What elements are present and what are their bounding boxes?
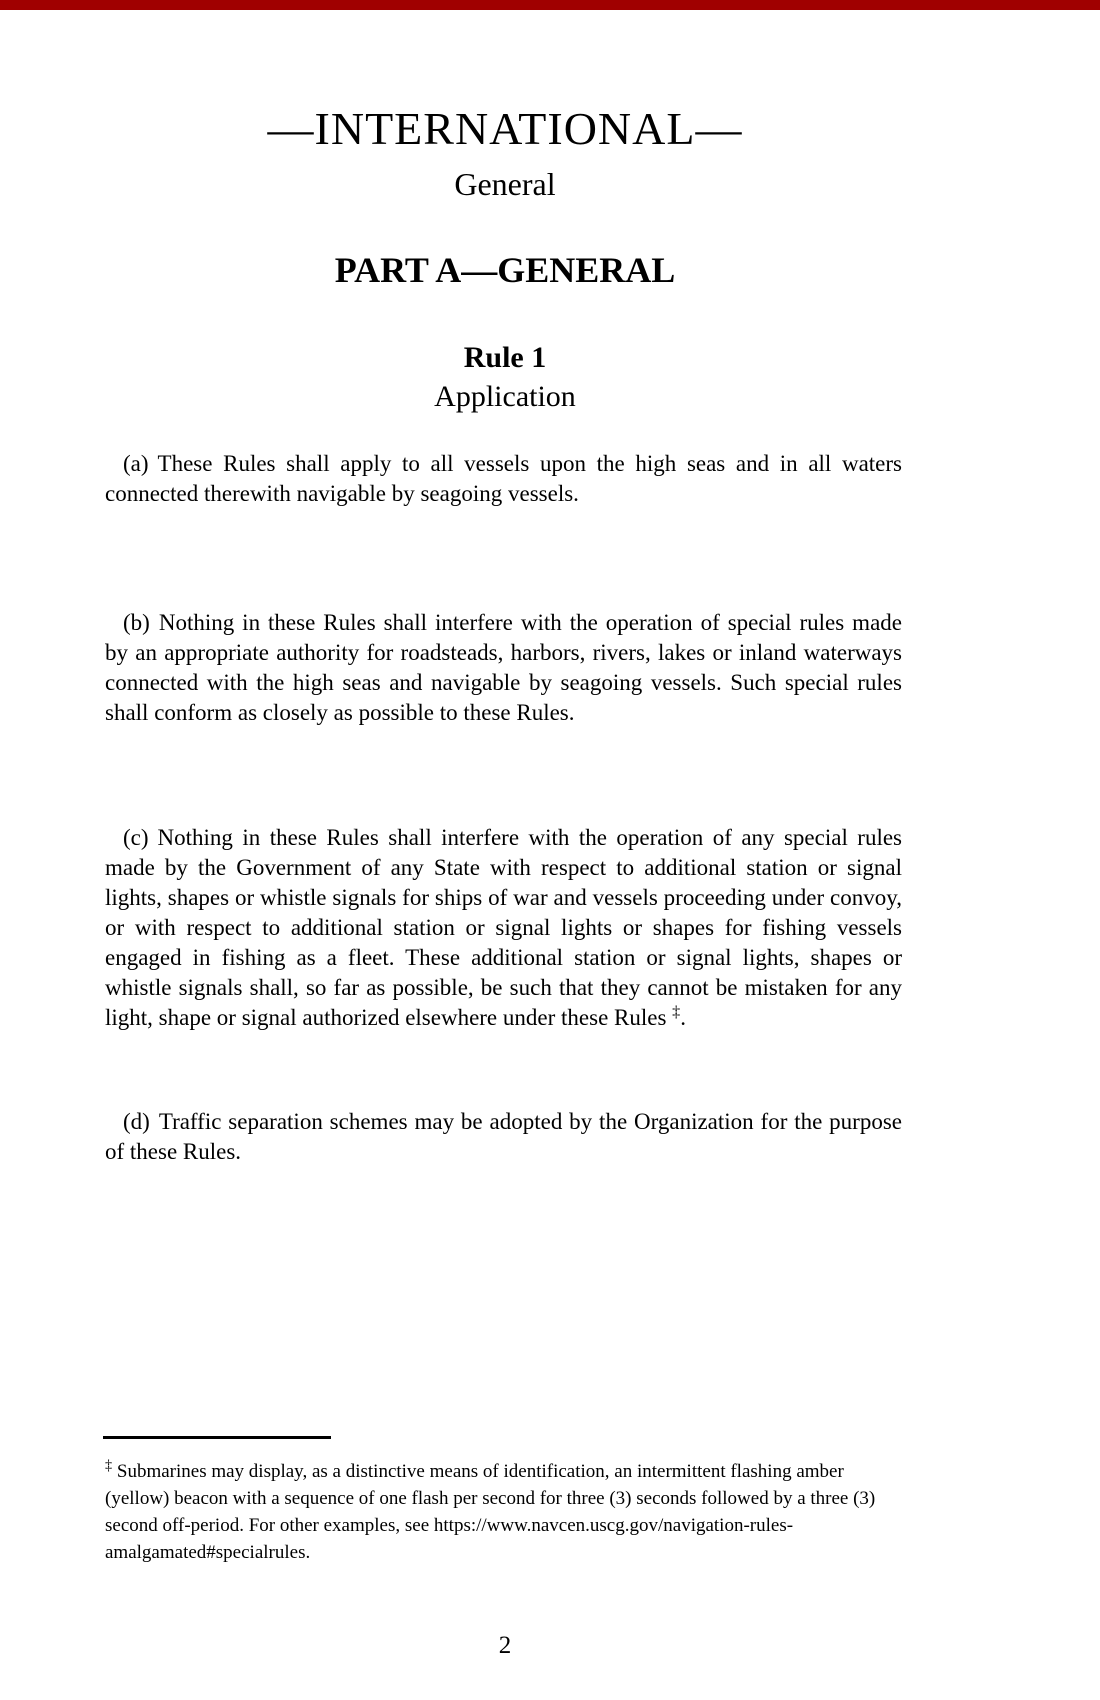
paragraph-b-label: (b) [123,610,150,635]
paragraph-c [105,823,902,1033]
paragraph-a-label: (a) [123,451,149,476]
paragraph-c-label: (c) [123,825,149,850]
paragraph-a [105,449,902,509]
rule-number-heading: Rule 1 [463,341,547,374]
paragraph-d-label: (d) [123,1109,150,1134]
paragraph-b [105,608,902,728]
footnote-text: Submarines may display, as a distinctive means of identification, an intermittent flashing amber (yellow) beacon with a sequence of one flash per second for three (3) seconds followed by a three (3) second off-period. For other examples, see https://www.navcen.uscg.gov/navigation-rules-amalgamated#specialrules. [105,1461,876,1563]
paragraph-a-text: These Rules shall apply to all vessels upon the high seas and in all waters connected therewith navigable by seagoing vessels. [105,451,902,506]
footnote-reference-marker: ‡ [672,1003,681,1021]
paragraph-d-text: Traffic separation schemes may be adopted by the Organization for the purpose of these Rules. [105,1109,902,1164]
paragraph-d [105,1107,902,1167]
part-heading: PART A—GENERAL [334,250,676,290]
page-number: 2 [498,1632,512,1659]
paragraph-c-text: Nothing in these Rules shall interfere with the operation of any special rules made by the Government of any State with respect to additional station or signal lights, shapes or whistle signals for ships of war and vessels proceeding under convoy, or with respect to additional station or signal lights or shapes for fishing vessels engaged in fishing as a fleet. These additional station or signal lights, shapes or whistle signals shall, so far as possible, be such that they cannot be mistaken for any light, shape or signal authorized elsewhere under these Rules [105,825,902,1030]
document-title: —INTERNATIONAL— [267,103,743,154]
footnote [105,1458,907,1566]
top-red-bar [0,0,1100,10]
footnote-marker: ‡ [105,1457,113,1474]
document-subtitle: General [454,166,556,202]
paragraph-b-text: Nothing in these Rules shall interfere with the operation of special rules made by an appropriate authority for roadsteads, harbors, rivers, lakes or inland waterways connected with the high seas and navigable by seagoing vessels. Such special rules shall conform as closely as possible to these Rules. [105,610,902,725]
paragraph-c-text-end: . [680,1005,686,1030]
rule-name-heading: Application [434,380,576,413]
footnote-separator-line [103,1436,331,1439]
